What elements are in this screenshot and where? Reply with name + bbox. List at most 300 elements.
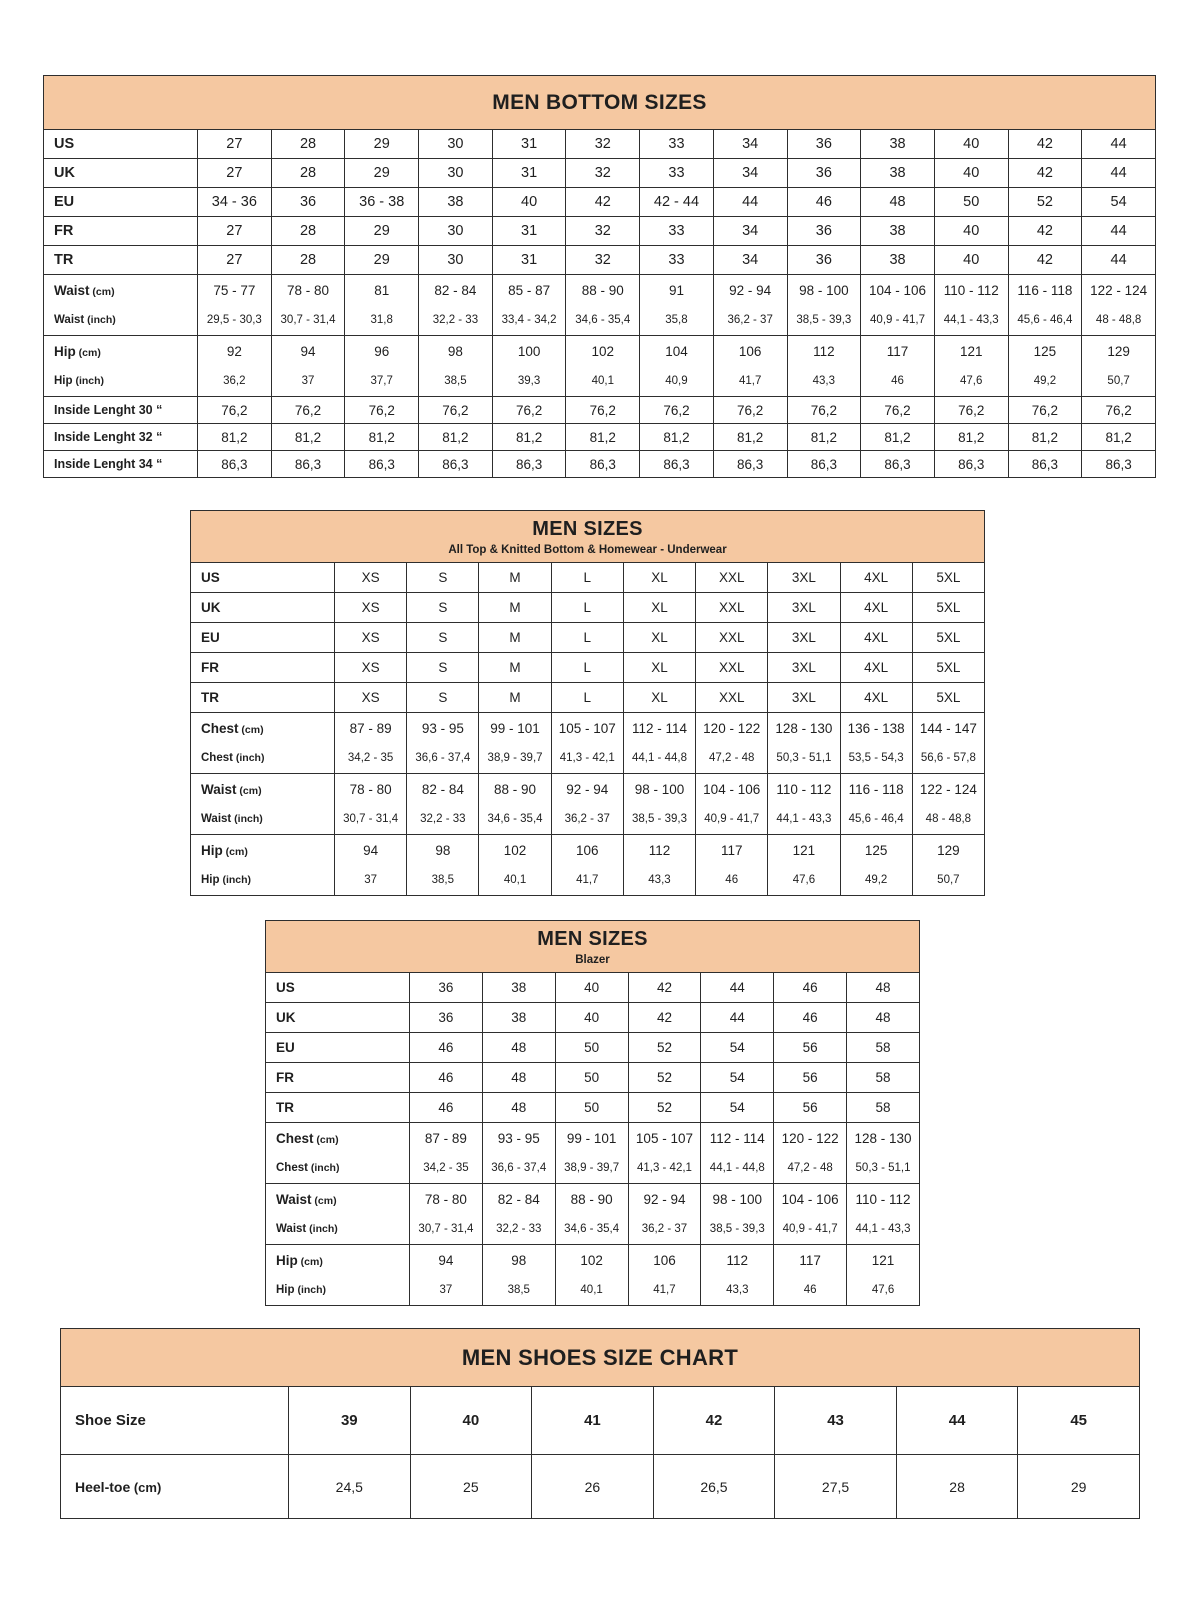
table-row <box>44 367 1156 397</box>
value-cell: 42 <box>566 188 640 217</box>
value-cell: 34 <box>713 217 787 246</box>
row-label-text: Waist <box>276 1191 312 1207</box>
value-cell: 27 <box>198 159 272 188</box>
value-cell: 36 <box>787 246 861 275</box>
value-cell: 102 <box>479 835 551 866</box>
value-cell: 50 <box>555 1093 628 1123</box>
row-label <box>44 188 198 217</box>
value-cell: 76,2 <box>1008 397 1082 424</box>
value-cell: 25 <box>410 1455 532 1519</box>
value-cell: 121 <box>768 835 840 866</box>
row-label <box>44 424 198 451</box>
value-cell: 40 <box>934 246 1008 275</box>
value-cell: 27 <box>198 217 272 246</box>
table-title: MEN SIZES <box>532 517 643 540</box>
value-cell: 53,5 - 54,3 <box>840 744 912 774</box>
value-cell: 3XL <box>768 623 840 653</box>
value-cell: 104 - 106 <box>774 1184 847 1215</box>
row-label <box>266 1154 410 1184</box>
value-cell: XL <box>623 623 695 653</box>
value-cell: 37 <box>271 367 345 397</box>
value-cell: 128 - 130 <box>847 1123 920 1154</box>
value-cell: 44 <box>713 188 787 217</box>
value-cell: 104 - 106 <box>696 774 768 805</box>
value-cell: 37 <box>335 866 407 896</box>
value-cell: 92 - 94 <box>551 774 623 805</box>
value-cell: 40 <box>410 1387 532 1455</box>
row-label-text: Inside Lenght 32 “ <box>54 430 163 444</box>
value-cell: 46 <box>410 1093 483 1123</box>
row-label-unit: (cm) <box>130 1479 162 1495</box>
value-cell: 78 - 80 <box>335 774 407 805</box>
value-cell: 117 <box>696 835 768 866</box>
value-cell: 81,2 <box>345 424 419 451</box>
value-cell: 47,6 <box>934 367 1008 397</box>
value-cell: 81 <box>345 275 419 306</box>
value-cell: 86,3 <box>271 451 345 478</box>
value-cell: 38 <box>861 159 935 188</box>
value-cell: 122 - 124 <box>912 774 984 805</box>
row-label <box>44 217 198 246</box>
row-label-text: FR <box>54 223 74 239</box>
row-label <box>266 973 410 1003</box>
value-cell: 44,1 - 43,3 <box>934 306 1008 336</box>
men-sizes-top-table <box>190 510 985 896</box>
row-label-unit: (inch) <box>219 874 252 887</box>
value-cell: 34,6 - 35,4 <box>566 306 640 336</box>
table-header <box>43 75 1156 129</box>
row-label-text: UK <box>201 600 221 615</box>
value-cell: 47,6 <box>768 866 840 896</box>
value-cell: 42 <box>653 1387 775 1455</box>
row-label-text: Waist <box>276 1223 307 1236</box>
value-cell: 98 <box>419 336 493 367</box>
value-cell: 48 <box>861 188 935 217</box>
value-cell: 44 <box>1082 246 1156 275</box>
value-cell: 48 <box>847 1003 920 1033</box>
value-cell: 42 <box>1008 130 1082 159</box>
value-cell: 56 <box>774 1093 847 1123</box>
value-cell: 48 <box>847 973 920 1003</box>
value-cell: XL <box>623 563 695 593</box>
value-cell: 3XL <box>768 683 840 713</box>
row-label-text: Waist <box>201 813 232 826</box>
value-cell: 44 <box>701 973 774 1003</box>
value-cell: 32 <box>566 159 640 188</box>
men-shoes-size-table <box>60 1328 1140 1519</box>
value-cell: 76,2 <box>1082 397 1156 424</box>
table-title: MEN BOTTOM SIZES <box>492 90 707 114</box>
value-cell: 125 <box>1008 336 1082 367</box>
row-label-text: EU <box>201 630 220 645</box>
row-label <box>191 563 335 593</box>
value-cell: S <box>407 653 479 683</box>
value-cell: 47,2 - 48 <box>696 744 768 774</box>
value-cell: 36,6 - 37,4 <box>482 1154 555 1184</box>
value-cell: 86,3 <box>640 451 714 478</box>
table-row <box>191 623 985 653</box>
value-cell: 96 <box>345 336 419 367</box>
table-row <box>191 866 985 896</box>
value-cell: 102 <box>555 1245 628 1276</box>
value-cell: 41,3 - 42,1 <box>628 1154 701 1184</box>
table-row <box>44 424 1156 451</box>
value-cell: 40 <box>555 1003 628 1033</box>
table-row <box>191 593 985 623</box>
value-cell: 58 <box>847 1033 920 1063</box>
value-cell: 43,3 <box>701 1276 774 1306</box>
value-cell: 49,2 <box>840 866 912 896</box>
value-cell: 37 <box>410 1276 483 1306</box>
row-label <box>44 275 198 306</box>
row-label-text: Hip <box>54 343 76 359</box>
table-row <box>266 1276 920 1306</box>
row-label-text: Waist <box>54 314 85 327</box>
value-cell: 41 <box>532 1387 654 1455</box>
value-cell: 30 <box>419 217 493 246</box>
value-cell: 92 <box>198 336 272 367</box>
row-label-text: FR <box>276 1070 294 1085</box>
value-cell: 30 <box>419 159 493 188</box>
row-label <box>44 306 198 336</box>
value-cell: 88 - 90 <box>555 1184 628 1215</box>
value-cell: 58 <box>847 1093 920 1123</box>
value-cell: 30,7 - 31,4 <box>335 805 407 835</box>
value-cell: 27 <box>198 246 272 275</box>
value-cell: 94 <box>335 835 407 866</box>
value-cell: 86,3 <box>492 451 566 478</box>
table-row <box>266 1215 920 1245</box>
value-cell: 38 <box>482 1003 555 1033</box>
row-label-unit: (inch) <box>307 1162 340 1175</box>
row-label-text: Waist <box>54 282 90 298</box>
value-cell: M <box>479 653 551 683</box>
value-cell: 120 - 122 <box>774 1123 847 1154</box>
value-cell: 41,7 <box>551 866 623 896</box>
row-label <box>266 1003 410 1033</box>
value-cell: 129 <box>1082 336 1156 367</box>
value-cell: 39 <box>289 1387 411 1455</box>
table-row <box>191 744 985 774</box>
value-cell: 50,3 - 51,1 <box>768 744 840 774</box>
value-cell: 30 <box>419 246 493 275</box>
value-cell: 121 <box>934 336 1008 367</box>
size-table <box>265 972 920 1306</box>
value-cell: 48 <box>482 1033 555 1063</box>
value-cell: 52 <box>1008 188 1082 217</box>
value-cell: 106 <box>551 835 623 866</box>
value-cell: 38 <box>861 130 935 159</box>
row-label-unit: (inch) <box>231 813 263 826</box>
row-label-text: TR <box>201 690 219 705</box>
row-label <box>191 744 335 774</box>
value-cell: XXL <box>696 593 768 623</box>
row-label <box>266 1033 410 1063</box>
row-label-unit: (inch) <box>232 752 265 765</box>
value-cell: 4XL <box>840 653 912 683</box>
value-cell: 44,1 - 43,3 <box>768 805 840 835</box>
value-cell: 36,2 - 37 <box>628 1215 701 1245</box>
row-label-text: Hip <box>276 1284 295 1297</box>
value-cell: 38,5 <box>482 1276 555 1306</box>
row-label-text: EU <box>54 194 75 210</box>
value-cell: 38,5 - 39,3 <box>701 1215 774 1245</box>
value-cell: 34 <box>713 130 787 159</box>
size-table <box>43 129 1156 478</box>
row-label-unit: (inch) <box>306 1223 338 1236</box>
value-cell: 98 - 100 <box>787 275 861 306</box>
value-cell: 46 <box>410 1063 483 1093</box>
row-label <box>44 159 198 188</box>
value-cell: 86,3 <box>566 451 640 478</box>
value-cell: 38 <box>861 246 935 275</box>
value-cell: 34,6 - 35,4 <box>555 1215 628 1245</box>
row-label-text: US <box>54 136 75 152</box>
value-cell: 50 <box>555 1063 628 1093</box>
value-cell: 43 <box>775 1387 897 1455</box>
row-label-unit: (cm) <box>238 723 264 736</box>
value-cell: XL <box>623 593 695 623</box>
row-label <box>44 367 198 397</box>
value-cell: XS <box>335 683 407 713</box>
value-cell: 88 - 90 <box>566 275 640 306</box>
value-cell: 40,1 <box>555 1276 628 1306</box>
value-cell: 45 <box>1018 1387 1140 1455</box>
value-cell: 54 <box>1082 188 1156 217</box>
value-cell: 54 <box>701 1093 774 1123</box>
row-label-text: UK <box>276 1010 296 1025</box>
value-cell: 81,2 <box>198 424 272 451</box>
value-cell: 4XL <box>840 683 912 713</box>
row-label-text: FR <box>201 660 219 675</box>
row-label-unit: (cm) <box>313 1133 339 1146</box>
row-label-text: Inside Lenght 30 “ <box>54 403 163 417</box>
value-cell: 50,3 - 51,1 <box>847 1154 920 1184</box>
value-cell: 42 <box>628 973 701 1003</box>
value-cell: 46 <box>410 1033 483 1063</box>
row-label-text: Shoe Size <box>75 1412 146 1429</box>
row-label-text: Chest <box>276 1162 308 1175</box>
row-label-text: TR <box>276 1100 294 1115</box>
value-cell: S <box>407 563 479 593</box>
value-cell: 106 <box>713 336 787 367</box>
value-cell: 78 - 80 <box>271 275 345 306</box>
value-cell: 117 <box>774 1245 847 1276</box>
value-cell: 33 <box>640 130 714 159</box>
value-cell: 120 - 122 <box>696 713 768 744</box>
value-cell: 105 - 107 <box>551 713 623 744</box>
value-cell: 31 <box>492 246 566 275</box>
value-cell: 30,7 - 31,4 <box>271 306 345 336</box>
value-cell: 128 - 130 <box>768 713 840 744</box>
value-cell: 38,5 - 39,3 <box>787 306 861 336</box>
value-cell: 31 <box>492 130 566 159</box>
table-row <box>44 130 1156 159</box>
value-cell: 46 <box>861 367 935 397</box>
value-cell: 85 - 87 <box>492 275 566 306</box>
value-cell: 36,2 - 37 <box>713 306 787 336</box>
value-cell: 81,2 <box>787 424 861 451</box>
value-cell: 45,6 - 46,4 <box>1008 306 1082 336</box>
value-cell: XXL <box>696 623 768 653</box>
value-cell: 40 <box>492 188 566 217</box>
value-cell: 34 <box>713 246 787 275</box>
value-cell: 38 <box>419 188 493 217</box>
size-table <box>60 1386 1140 1519</box>
value-cell: L <box>551 683 623 713</box>
value-cell: XXL <box>696 563 768 593</box>
table-row <box>191 774 985 805</box>
value-cell: 98 <box>482 1245 555 1276</box>
value-cell: 116 - 118 <box>840 774 912 805</box>
value-cell: 81,2 <box>861 424 935 451</box>
value-cell: 92 - 94 <box>713 275 787 306</box>
value-cell: 36 <box>787 217 861 246</box>
row-label-text: US <box>201 570 220 585</box>
value-cell: 50,7 <box>1082 367 1156 397</box>
value-cell: 46 <box>774 1003 847 1033</box>
value-cell: S <box>407 593 479 623</box>
value-cell: 36 <box>787 159 861 188</box>
value-cell: 82 - 84 <box>419 275 493 306</box>
value-cell: 76,2 <box>640 397 714 424</box>
row-label <box>191 623 335 653</box>
value-cell: 36 <box>410 1003 483 1033</box>
value-cell: 112 <box>623 835 695 866</box>
row-label <box>266 1063 410 1093</box>
value-cell: 32 <box>566 217 640 246</box>
value-cell: 28 <box>271 130 345 159</box>
value-cell: XS <box>335 623 407 653</box>
value-cell: 106 <box>628 1245 701 1276</box>
value-cell: 40 <box>934 159 1008 188</box>
value-cell: 40,9 - 41,7 <box>696 805 768 835</box>
value-cell: 56 <box>774 1033 847 1063</box>
value-cell: 27 <box>198 130 272 159</box>
value-cell: 29 <box>345 130 419 159</box>
value-cell: 40,9 - 41,7 <box>774 1215 847 1245</box>
row-label-text: Hip <box>276 1252 298 1268</box>
value-cell: 41,7 <box>628 1276 701 1306</box>
value-cell: 41,3 - 42,1 <box>551 744 623 774</box>
value-cell: 36,2 - 37 <box>551 805 623 835</box>
value-cell: 81,2 <box>566 424 640 451</box>
value-cell: 44 <box>701 1003 774 1033</box>
value-cell: 105 - 107 <box>628 1123 701 1154</box>
value-cell: 56,6 - 57,8 <box>912 744 984 774</box>
value-cell: 54 <box>701 1063 774 1093</box>
row-label-unit: (cm) <box>297 1255 323 1268</box>
table-row <box>44 336 1156 367</box>
value-cell: 32,2 - 33 <box>419 306 493 336</box>
value-cell: XS <box>335 653 407 683</box>
value-cell: 87 - 89 <box>410 1123 483 1154</box>
value-cell: 36,2 <box>198 367 272 397</box>
value-cell: 29 <box>345 246 419 275</box>
value-cell: 40,9 - 41,7 <box>861 306 935 336</box>
value-cell: 40,9 <box>640 367 714 397</box>
value-cell: 52 <box>628 1063 701 1093</box>
table-row <box>44 451 1156 478</box>
table-subtitle: Blazer <box>575 953 610 966</box>
value-cell: 44 <box>1082 130 1156 159</box>
row-label-text: EU <box>276 1040 295 1055</box>
row-label-text: Chest <box>201 752 233 765</box>
value-cell: M <box>479 563 551 593</box>
value-cell: XS <box>335 563 407 593</box>
value-cell: 94 <box>271 336 345 367</box>
value-cell: 76,2 <box>713 397 787 424</box>
value-cell: 28 <box>271 246 345 275</box>
value-cell: 32 <box>566 130 640 159</box>
value-cell: 88 - 90 <box>479 774 551 805</box>
value-cell: 102 <box>566 336 640 367</box>
value-cell: 32,2 - 33 <box>482 1215 555 1245</box>
row-label-unit: (cm) <box>89 285 115 298</box>
table-row <box>61 1455 1140 1519</box>
value-cell: XXL <box>696 653 768 683</box>
value-cell: 38 <box>482 973 555 1003</box>
value-cell: 34,6 - 35,4 <box>479 805 551 835</box>
row-label <box>44 246 198 275</box>
table-row <box>44 246 1156 275</box>
value-cell: 31 <box>492 159 566 188</box>
value-cell: 4XL <box>840 623 912 653</box>
value-cell: L <box>551 623 623 653</box>
value-cell: 5XL <box>912 563 984 593</box>
value-cell: 110 - 112 <box>847 1184 920 1215</box>
value-cell: 76,2 <box>345 397 419 424</box>
value-cell: 76,2 <box>861 397 935 424</box>
value-cell: 112 - 114 <box>701 1123 774 1154</box>
row-label <box>61 1455 289 1519</box>
value-cell: 31,8 <box>345 306 419 336</box>
value-cell: 81,2 <box>640 424 714 451</box>
value-cell: 48 <box>482 1063 555 1093</box>
value-cell: 125 <box>840 835 912 866</box>
row-label-text: Hip <box>201 842 223 858</box>
table-row <box>191 805 985 835</box>
value-cell: 40 <box>555 973 628 1003</box>
value-cell: 5XL <box>912 653 984 683</box>
value-cell: 78 - 80 <box>410 1184 483 1215</box>
value-cell: 76,2 <box>787 397 861 424</box>
table-row <box>191 835 985 866</box>
table-row <box>44 275 1156 306</box>
value-cell: S <box>407 683 479 713</box>
table-row <box>44 306 1156 336</box>
value-cell: 86,3 <box>345 451 419 478</box>
value-cell: 43,3 <box>787 367 861 397</box>
row-label <box>191 593 335 623</box>
row-label <box>44 451 198 478</box>
value-cell: 36 - 38 <box>345 188 419 217</box>
table-row <box>266 1033 920 1063</box>
value-cell: 86,3 <box>1082 451 1156 478</box>
value-cell: 104 <box>640 336 714 367</box>
value-cell: 99 - 101 <box>479 713 551 744</box>
value-cell: 86,3 <box>787 451 861 478</box>
table-title: MEN SHOES SIZE CHART <box>461 1344 739 1370</box>
value-cell: 33 <box>640 246 714 275</box>
row-label-text: Heel-toe <box>75 1478 131 1495</box>
value-cell: 91 <box>640 275 714 306</box>
value-cell: 31 <box>492 217 566 246</box>
men-sizes-blazer-table <box>265 920 920 1306</box>
value-cell: 33,4 - 34,2 <box>492 306 566 336</box>
value-cell: 38 <box>861 217 935 246</box>
value-cell: L <box>551 593 623 623</box>
